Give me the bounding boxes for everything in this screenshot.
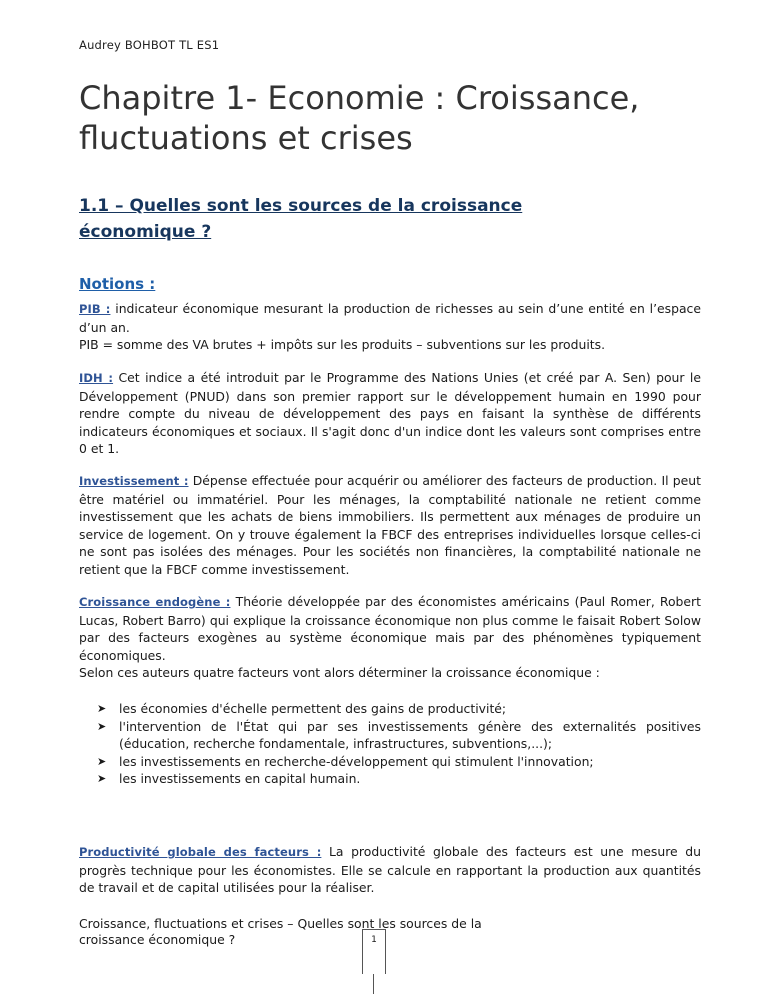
chapter-title: Chapitre 1- Economie : Croissance, fluctuations et crises [79, 79, 640, 157]
page-number: 1 [362, 929, 386, 974]
definition-croissance-text: Théorie développée par des économistes américains (Paul Romer, Robert Lucas, Robert Barro) qui explique la croissance économique non plus comme le faisait Robert Solow par des facteurs exogènes au système économique mais par des phénomènes typiquement économiques. [79, 594, 701, 663]
croissance-factors-intro: Selon ces auteurs quatre facteurs vont alors déterminer la croissance économique : [79, 665, 600, 680]
arrow-bullet-icon: ➤ [97, 772, 107, 785]
arrow-bullet-icon: ➤ [97, 754, 107, 768]
list-item: ➤ les investissements en recherche-développement qui stimulent l'innovation; [97, 753, 594, 769]
page-header-author: Audrey BOHBOT TL ES1 [79, 38, 220, 52]
section-title: 1.1 – Quelles sont les sources de la croissance économique ? [79, 196, 523, 242]
term-productivite: Productivité globale des facteurs : [79, 845, 322, 859]
definition-idh [79, 369, 701, 458]
page-footer-text: Croissance, fluctuations et crises – Quelles sont les sources de la croissance économique ? [79, 916, 482, 947]
definition-pib [79, 300, 701, 354]
definition-productivite-text: La productivité globale des facteurs est une mesure du progrès technique pour les économistes. Elle se calcule en rapportant la production aux quantités de travail et de capital utilisées pour la réaliser. [79, 844, 701, 895]
page-number-line [373, 974, 374, 994]
term-croissance-endogene: Croissance endogène : [79, 595, 231, 609]
definition-croissance-endogene [79, 593, 701, 682]
list-item: ➤ les économies d'échelle permettent des gains de productivité; [97, 701, 507, 716]
definition-idh-text: Cet indice a été introduit par le Programme des Nations Unies (et créé par A. Sen) pour le Développement (PNUD) dans son premier rapport sur le développement humain en 1990 pour rendre compte du niveau de développement des pays en faisant la synthèse de différents indicateurs économiques et sociaux. Il s'agit donc d'un indice dont les valeurs sont comprises entre 0 et 1. [79, 370, 701, 456]
term-investissement: Investissement : [79, 474, 189, 488]
definition-investissement [79, 472, 701, 578]
list-item: ➤ l'intervention de l'État qui par ses investissements génère des externalités positives (éducation, recherche fondamentale, infrastructures, subventions,...); [97, 718, 701, 751]
list-item: ➤ les investissements en capital humain. [97, 771, 361, 786]
definition-productivite [79, 843, 701, 897]
croissance-factors-list [79, 700, 701, 788]
term-idh: IDH : [79, 371, 114, 385]
arrow-bullet-icon: ➤ [97, 719, 107, 733]
definition-pib-text: indicateur économique mesurant la production de richesses au sein d’une entité en l’espace d’un an. [79, 301, 701, 335]
term-pib: PIB : [79, 302, 111, 316]
definition-investissement-text: Dépense effectuée pour acquérir ou améliorer des facteurs de production. Il peut être matériel ou immatériel. Pour les ménages, la comptabilité nationale ne retient comme investissement que les achats de biens immobiliers. Ils permettent aux ménages de produire un service de logement. On y trouve également la FBCF des entreprises individuelles lorsque celles-ci ne sont pas isolées des ménages. Pour les sociétés non financières, la comptabilité nationale ne retient que la FBCF comme investissement. [79, 473, 701, 577]
notions-heading: Notions : [79, 275, 156, 293]
definition-pib-formula: PIB = somme des VA brutes + impôts sur les produits – subventions sur les produits. [79, 337, 606, 352]
arrow-bullet-icon: ➤ [97, 702, 107, 715]
